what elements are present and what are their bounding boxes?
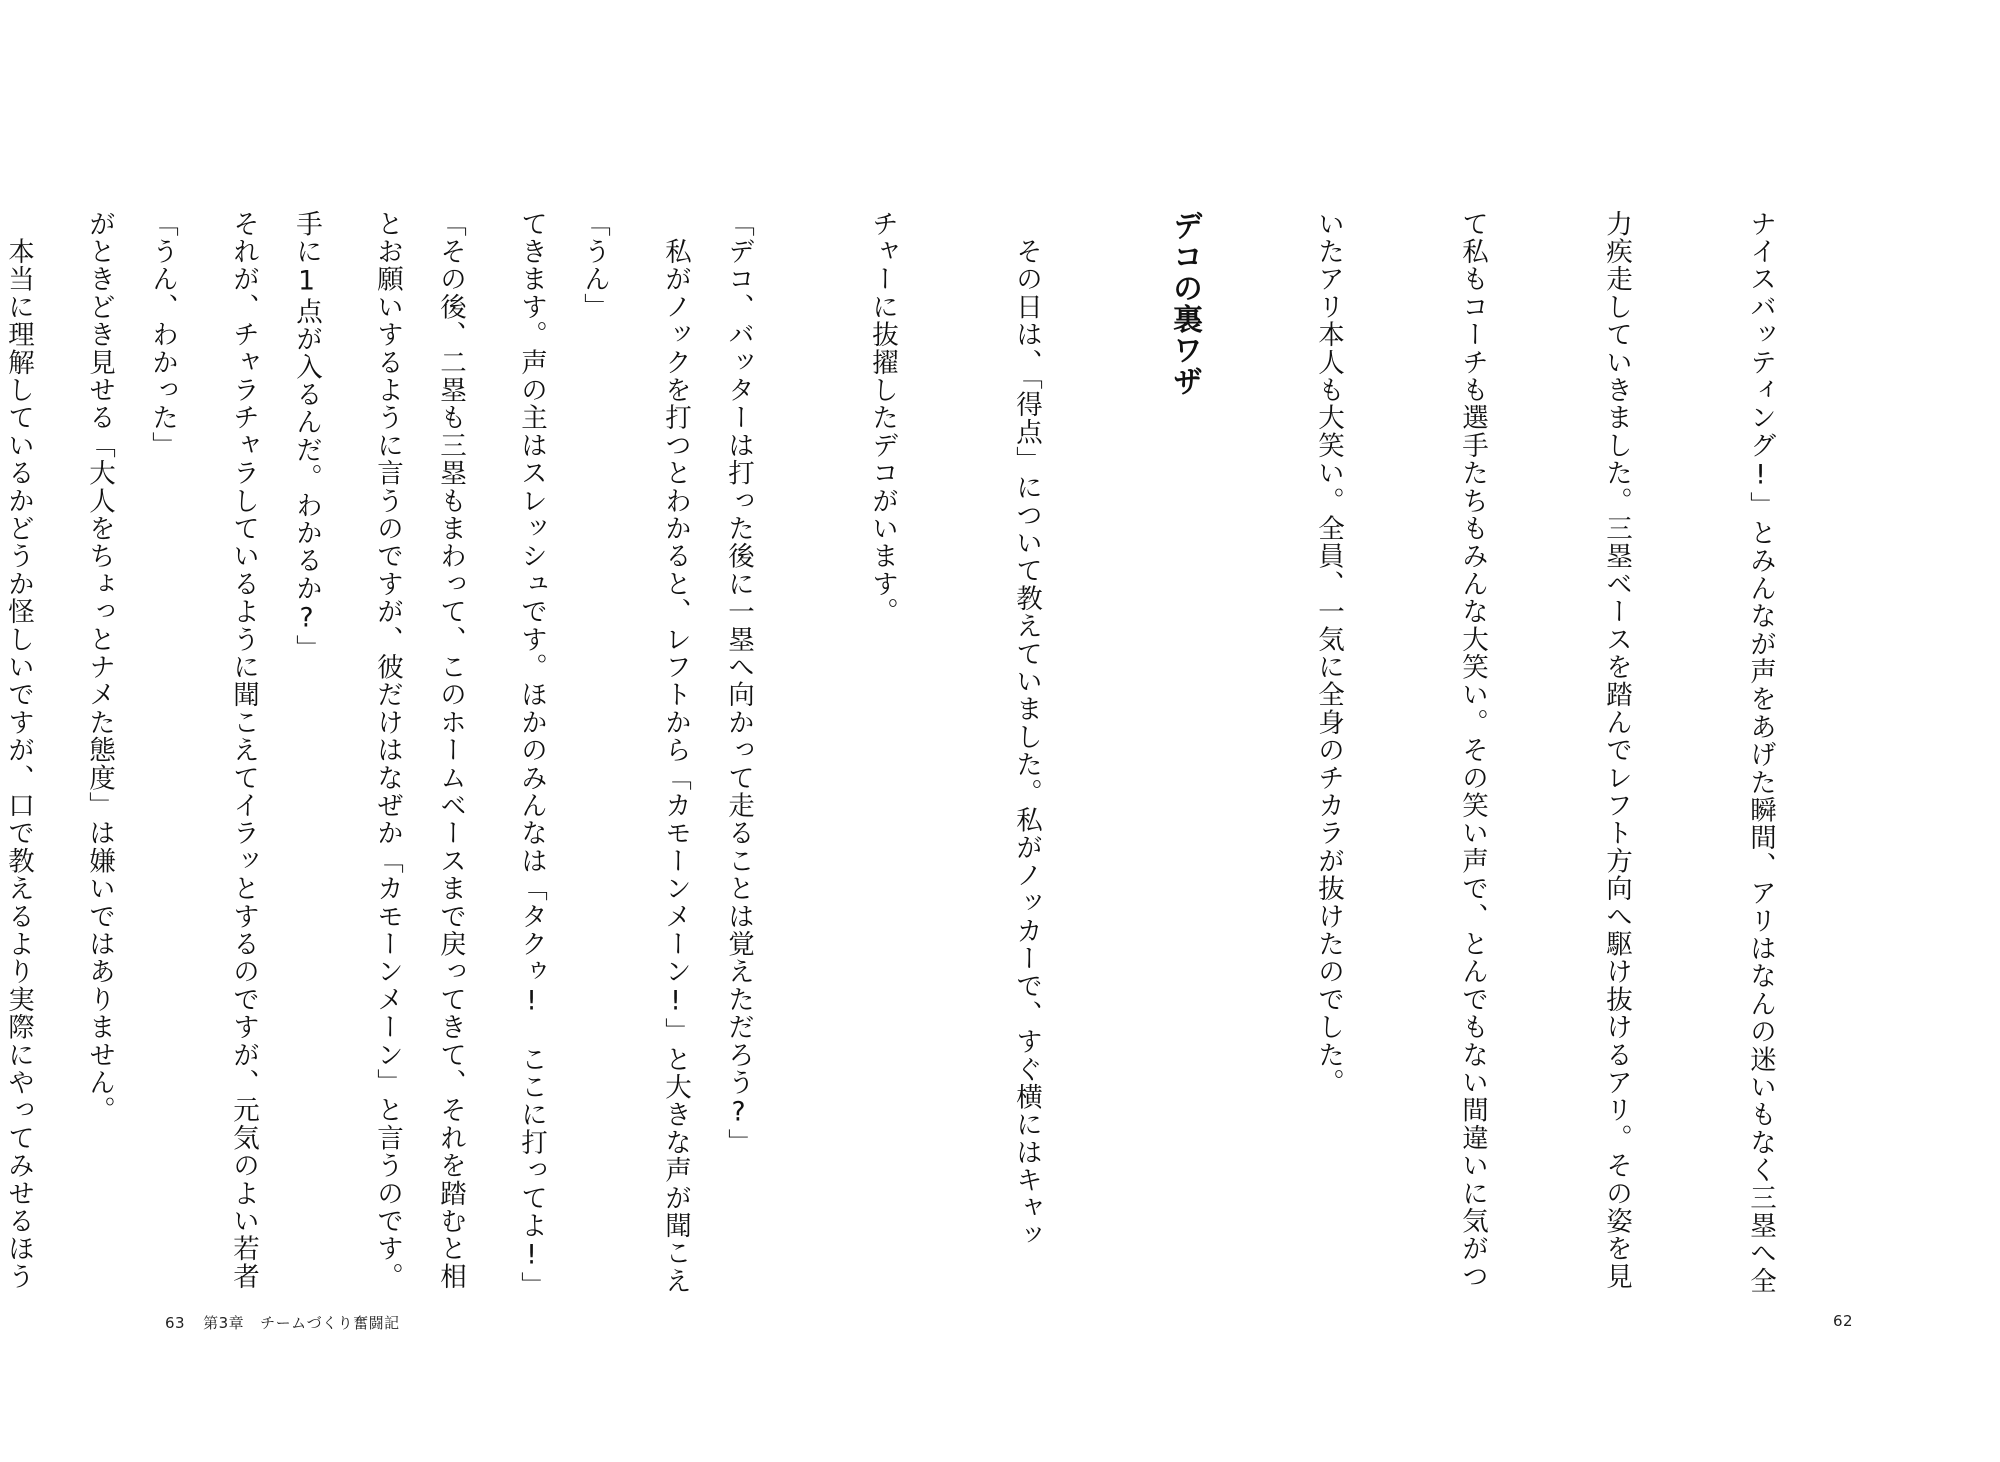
text-line: とお願いするように言うのですが、彼だけはなぜか「カモーンメーン」と言うのです。 [372, 210, 403, 1291]
text-line: 本当に理解しているかどうか怪しいですが、口で教えるより実際にやってみせるほう [3, 210, 34, 1291]
text-line: 「うん」 [579, 210, 610, 321]
text-line: て私もコーチも選手たちもみんな大笑い。その笑い声で、とんでもない間違いに気がつ [1457, 210, 1488, 1291]
chapter-title: チームづくり奮闘記 [260, 1314, 400, 1332]
text-line: 私がノックを打つとわかると、レフトから「カモーンメーン!」と大きな声が聞こえ [660, 210, 691, 1295]
section-heading: デコの裏ワザ [1167, 210, 1202, 398]
text-line: ナイスバッティング!」とみんなが声をあげた瞬間、アリはなんの迷いもなく三塁へ全 [1745, 210, 1776, 1295]
text-line: 力疾走していきました。三塁ベースを踏んでレフト方向へ駆け抜けるアリ。その姿を見 [1601, 210, 1632, 1291]
page-number: 63 [165, 1314, 186, 1332]
text-line: その日は、「得点」について教えていました。私がノッカーで、すぐ横にはキャッ [1011, 210, 1042, 1250]
text-line: がときどき見せる「大人をちょっとナメた態度」は嫌いではありません。 [84, 210, 115, 1125]
text-line: いたアリ本人も大笑い。全員、一気に全身のチカラが抜けたのでした。 [1313, 210, 1344, 1097]
text-line: チャーに抜擢したデコがいます。 [867, 210, 898, 626]
text-line: 「その後、二塁も三塁もまわって、このホームベースまで戻ってきて、それを踏むと相 [435, 210, 466, 1291]
right-page-folio [1833, 1312, 1853, 1330]
text-line: 「デコ、バッターは打った後に一塁へ向かって走ることは覚えただろう?」 [723, 210, 754, 1157]
text-line: 手に1点が入るんだ。わかるか?」 [291, 210, 322, 663]
page-number: 62 [1833, 1312, 1854, 1330]
text-line: てきます。声の主はスレッシュです。ほかのみんなは「タクゥ! ここに打ってよ!」 [516, 210, 547, 1300]
chapter-label: 第3章 [203, 1314, 245, 1332]
text-line: 「うん、わかった」 [147, 210, 178, 460]
text-line: それが、チャラチャラしているように聞こえてイラッとするのですが、元気のよい若者 [228, 210, 259, 1291]
left-page-folio [165, 1312, 400, 1333]
